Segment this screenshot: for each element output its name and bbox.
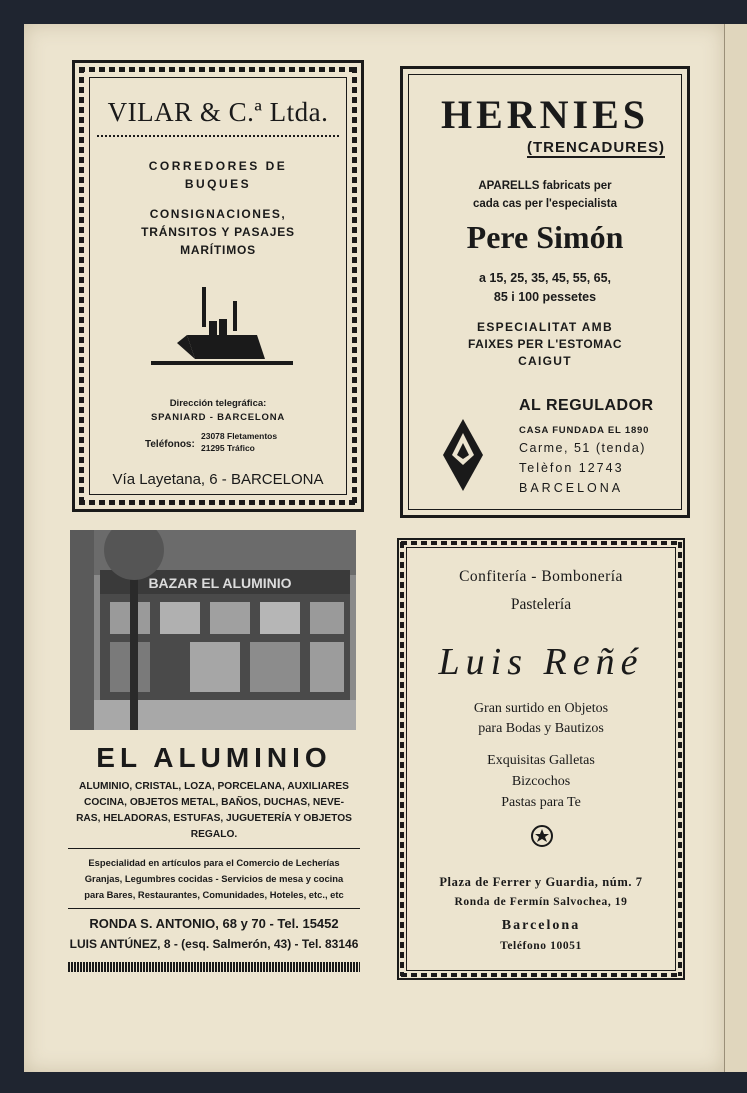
ad-el-aluminio	[68, 530, 360, 990]
shop-type: Pastelería	[510, 596, 572, 613]
ornamental-border	[401, 541, 681, 545]
ornamental-border	[79, 500, 357, 505]
specialty-line: para Bares, Restaurantes, Comunidades, Hoteles, etc., etc	[84, 889, 344, 900]
service-line: CONSIGNACIONES,	[149, 207, 287, 221]
next-page-edge	[724, 24, 747, 1072]
address-line: LUIS ANTÚNEZ, 8 - (esq. Salmerón, 43) - Tel. 83146	[69, 937, 359, 951]
telegraph-label: Dirección telegráfica:	[169, 398, 267, 409]
service-line: MARÍTIMOS	[180, 243, 256, 257]
decorative-bar	[68, 962, 360, 972]
phone: Telèfon 12743	[519, 461, 624, 475]
service-line: CORREDORES DE	[148, 159, 288, 173]
specialty: CAIGUT	[518, 354, 572, 368]
product-line: RAS, HELADORAS, ESTUFAS, JUGUETERÍA Y OBJETOS	[76, 813, 352, 824]
specialty: FAIXES PER L'ESTOMAC	[468, 337, 622, 351]
service-line: TRÁNSITOS Y PASAJES	[141, 225, 295, 239]
ornamental-border	[401, 973, 681, 977]
product-line: Pastas para Te	[501, 795, 581, 810]
divider	[68, 848, 360, 849]
divider	[68, 908, 360, 909]
prices: a 15, 25, 35, 45, 55, 65,	[478, 271, 612, 285]
ad-title: EL ALUMINIO	[96, 742, 332, 773]
service-line: BUQUES	[184, 177, 252, 191]
ad-vilar	[72, 60, 364, 512]
product-line: COCINA, OBJETOS METAL, BAÑOS, DUCHAS, NEVE-	[84, 797, 344, 808]
street-address: Carme, 51 (tenda)	[519, 441, 646, 455]
company-name: VILAR & C.ª Ltda.	[107, 97, 329, 127]
specialist-name: Pere Simón	[466, 219, 624, 255]
divider	[97, 135, 339, 137]
phones-label: Teléfonos:	[145, 439, 195, 450]
product-line: Bizcochos	[511, 774, 571, 789]
ship-icon	[147, 283, 297, 368]
phone-freight: 23078 Fletamentos	[201, 431, 278, 441]
shop-name: AL REGULADOR	[519, 397, 654, 414]
product-line: ALUMINIO, CRISTAL, LOZA, PORCELANA, AUXILIARES	[79, 781, 349, 792]
ornamental-border	[79, 67, 84, 505]
text-line: APARELLS fabricats per	[478, 180, 612, 192]
ad-luis-rene	[397, 538, 685, 980]
text-line: cada cas per l'especialista	[472, 198, 618, 210]
ad-title: HERNIES	[440, 92, 650, 137]
phone: Teléfono 10051	[500, 940, 582, 952]
address: Vía Layetana, 6 - BARCELONA	[112, 471, 324, 488]
offer-line: para Bodas y Bautizos	[478, 721, 604, 736]
specialty-line: Especialidad en artículos para el Comercio de Lecherías	[88, 857, 340, 868]
shop-sign-text: BAZAR EL ALUMINIO	[148, 575, 292, 591]
phone-traffic: 21295 Tráfico	[201, 443, 255, 453]
shopfront-photo	[70, 530, 356, 730]
offer-line: Gran surtido en Objetos	[473, 701, 609, 716]
address-line: RONDA S. ANTONIO, 68 y 70 - Tel. 15452	[89, 916, 339, 931]
ornamental-border	[79, 67, 357, 72]
shop-name: Luis Reñé	[438, 641, 644, 683]
prices: 85 i 100 pessetes	[493, 290, 597, 304]
product-line: Exquisitas Galletas	[487, 753, 595, 768]
telegraph-address: SPANIARD - BARCELONA	[150, 412, 286, 423]
address-line: Ronda de Fermín Salvochea, 19	[454, 896, 628, 908]
ad-hernies	[400, 66, 690, 518]
diamond-logo-icon	[443, 419, 483, 491]
address-line: Plaza de Ferrer y Guardia, núm. 7	[439, 875, 643, 889]
city: Barcelona	[501, 918, 581, 933]
product-line: REGALO.	[190, 829, 238, 840]
ad-subtitle: (TRENCADURES)	[527, 139, 665, 156]
specialty-line: Granjas, Legumbres cocidas - Servicios de mesa y cocina	[84, 873, 344, 884]
shop-type: Confitería - Bombonería	[459, 568, 623, 585]
star-emblem-icon	[529, 824, 555, 848]
city: BARCELONA	[519, 481, 624, 495]
founded-line: CASA FUNDADA EL 1890	[519, 425, 650, 436]
specialty: ESPECIALITAT AMB	[477, 320, 613, 334]
ornamental-border	[352, 67, 357, 505]
